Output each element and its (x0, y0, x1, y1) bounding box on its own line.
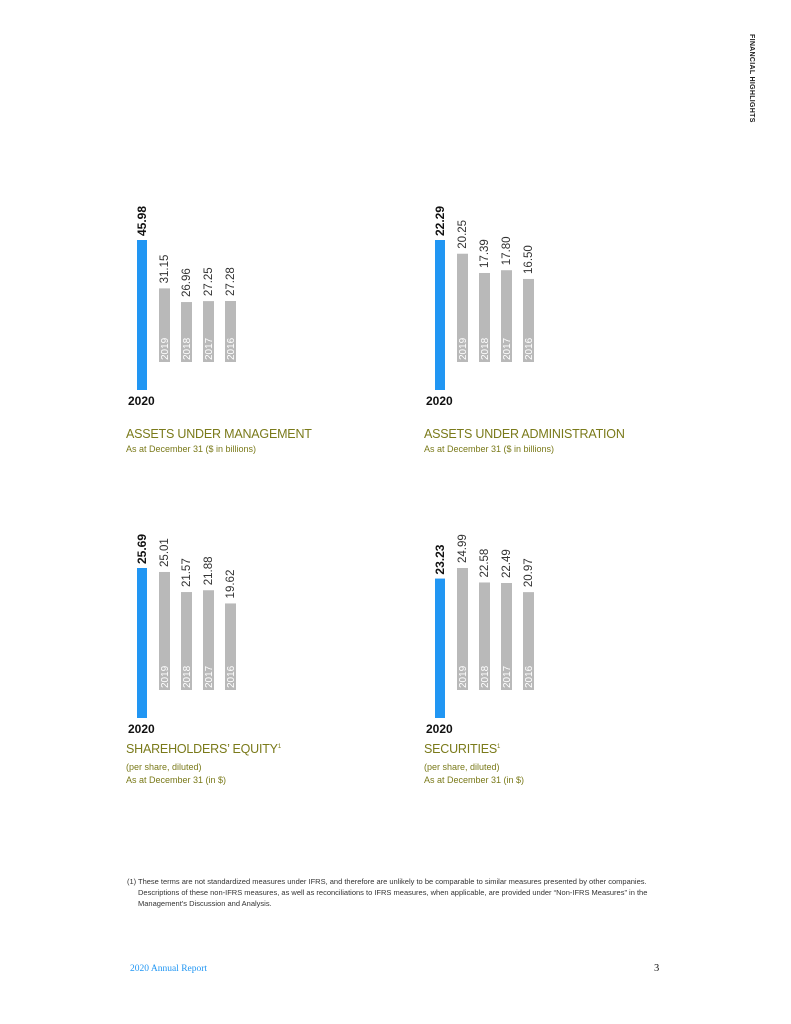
main-year-label: 2020 (128, 394, 155, 408)
tick-label-2017: 2017 (502, 337, 513, 360)
chart-plot (126, 528, 426, 728)
chart-title-text: ASSETS UNDER ADMINISTRATION (424, 427, 625, 441)
shareholders-equity-chart (126, 528, 426, 798)
footnote (127, 876, 667, 909)
bar-2020 (137, 568, 147, 718)
tick-label-2016: 2016 (226, 337, 237, 360)
bar-2020 (435, 579, 445, 718)
tick-label-2019: 2019 (458, 665, 469, 688)
chart-subtitle-1: As at December 31 ($ in billions) (126, 444, 257, 454)
report-title: 2020 Annual Report (130, 964, 208, 974)
data-label-2020: 25.69 (135, 533, 149, 564)
data-label-2018: 26.96 (181, 268, 193, 298)
chart-title-text: ASSETS UNDER MANAGEMENT (126, 427, 312, 441)
tick-label-2016: 2016 (524, 665, 535, 688)
chart-subtitle-1: (per share, diluted) (424, 762, 500, 772)
chart-subtitle-2: As at December 31 (in $) (126, 775, 227, 785)
chart-subtitle-2: As at December 31 (in $) (424, 775, 525, 785)
chart-plot (424, 200, 724, 400)
chart-title (126, 427, 312, 441)
tick-label-2019: 2019 (160, 337, 171, 360)
tick-label-2019: 2019 (458, 337, 469, 360)
chart-title-text: SHAREHOLDERS’ EQUITY (126, 742, 278, 756)
assets-under-administration-chart (424, 200, 724, 470)
footnote-mark: (1) (127, 877, 137, 886)
bar-2020 (435, 240, 445, 390)
tick-label-2018: 2018 (182, 665, 193, 688)
main-year-label: 2020 (426, 394, 453, 408)
tick-label-2018: 2018 (480, 337, 491, 360)
main-year-label: 2020 (426, 722, 453, 736)
chart-plot (126, 200, 426, 400)
chart-subtitle-1: (per share, diluted) (126, 762, 202, 772)
data-label-2016: 27.28 (225, 267, 237, 297)
data-label-2017: 22.49 (501, 549, 513, 579)
data-label-2019: 24.99 (457, 534, 469, 563)
assets-under-management-chart (126, 200, 426, 470)
data-label-2020: 23.23 (433, 544, 447, 575)
data-label-2016: 19.62 (225, 569, 237, 599)
tick-label-2016: 2016 (524, 337, 535, 360)
tick-label-2017: 2017 (204, 337, 215, 360)
data-label-2018: 22.58 (479, 548, 491, 578)
data-label-2019: 31.15 (159, 254, 171, 284)
chart-title (424, 742, 500, 756)
footnote-mark: 1 (497, 743, 501, 750)
footnote-text: These terms are not standardized measures under IFRS, and therefore are unlikely to be comparable to similar measures presented by other companies. Descriptions of these non-IFRS measures, as well as reconciliations to IFRS measures, when applicable, are provided under “Non-IFRS Measures” in the Management’s Discussion and Analysis. (138, 877, 648, 908)
tick-label-2018: 2018 (480, 665, 491, 688)
tick-label-2018: 2018 (182, 337, 193, 360)
data-label-2016: 16.50 (523, 245, 535, 274)
data-label-2019: 25.01 (159, 538, 171, 567)
tick-label-2017: 2017 (204, 665, 215, 688)
page-number: 3 (654, 963, 660, 974)
data-label-2020: 22.29 (433, 205, 447, 236)
main-year-label: 2020 (128, 722, 155, 736)
data-label-2018: 21.57 (181, 558, 193, 588)
data-label-2017: 21.88 (203, 556, 215, 586)
chart-title-text: SECURITIES (424, 742, 498, 756)
section-header: FINANCIAL HIGHLIGHTS (748, 34, 755, 123)
data-label-2017: 17.80 (501, 236, 513, 266)
chart-title (126, 742, 281, 756)
data-label-2018: 17.39 (479, 239, 491, 268)
data-label-2016: 20.97 (523, 558, 535, 588)
chart-subtitle-1: As at December 31 ($ in billions) (424, 444, 555, 454)
chart-title (424, 427, 625, 441)
securities-chart (424, 528, 724, 798)
data-label-2020: 45.98 (135, 205, 149, 236)
data-label-2019: 20.25 (457, 219, 469, 249)
footnote-mark: 1 (277, 743, 281, 750)
tick-label-2019: 2019 (160, 665, 171, 688)
bar-2020 (137, 240, 147, 390)
chart-plot (424, 528, 724, 728)
tick-label-2017: 2017 (502, 665, 513, 688)
tick-label-2016: 2016 (226, 665, 237, 688)
data-label-2017: 27.25 (203, 267, 215, 297)
